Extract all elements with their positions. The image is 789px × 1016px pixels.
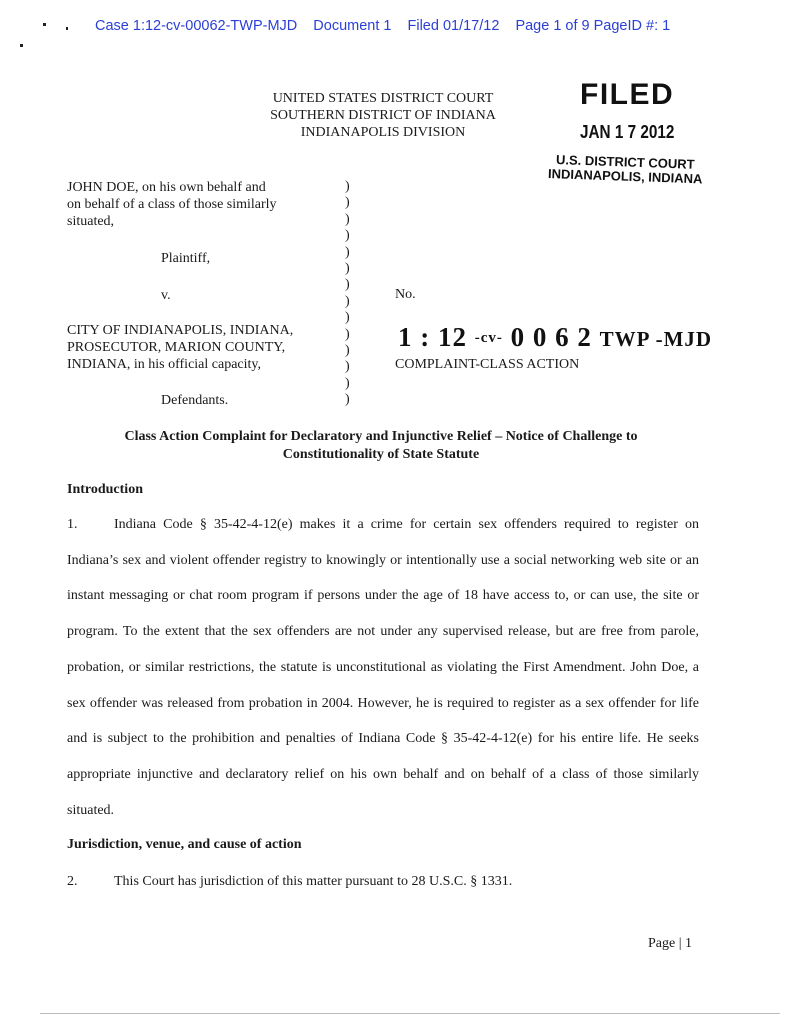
case-no-label: No. — [395, 287, 416, 302]
court-heading — [232, 90, 534, 141]
paragraph-2 — [67, 864, 699, 900]
page-number: Page | 1 — [648, 936, 693, 951]
case-type: COMPLAINT-CLASS ACTION — [395, 357, 580, 372]
plaintiff-line-2: on behalf of a class of those similarly — [67, 197, 277, 212]
caption-parenthesis-column: ) ) ) ) ) ) ) ) ) ) ) ) ) ) — [345, 179, 350, 408]
header-filed-date: Filed 01/17/12 — [407, 18, 500, 34]
filed-stamp-date: JAN 1 7 2012 — [580, 122, 675, 142]
court-line-3: INDIANAPOLIS DIVISION — [300, 125, 466, 140]
defendant-line-3: INDIANA, in his official capacity, — [67, 357, 261, 372]
document-title-line-2: Constitutionality of State Statute — [282, 447, 480, 462]
document-title-line-1: Class Action Complaint for Declaratory and Injunctive Relief – Notice of Challenge to — [124, 429, 638, 444]
header-document: Document 1 — [313, 18, 392, 34]
scan-speck — [66, 27, 68, 30]
case-number-seq: 0 0 6 2 — [510, 322, 592, 352]
header-case-number: Case 1:12-cv-00062-TWP-MJD — [95, 18, 298, 34]
case-number-year: 1 : 12 — [398, 322, 467, 352]
court-line-2: SOUTHERN DISTRICT OF INDIANA — [270, 108, 496, 123]
section-heading-jurisdiction: Jurisdiction, venue, and cause of action — [67, 837, 302, 852]
filed-stamp-city: INDIANAPOLIS, INDIANA — [547, 166, 703, 187]
defendant-line-1: CITY OF INDIANAPOLIS, INDIANA, — [67, 323, 294, 338]
case-header — [95, 18, 682, 34]
case-number-judges: TWP -MJD — [599, 327, 713, 351]
scan-edge-line — [40, 1013, 780, 1014]
filed-stamp-title: FILED — [580, 78, 675, 111]
court-line-1: UNITED STATES DISTRICT COURT — [272, 91, 494, 106]
plaintiff-line-3: situated, — [67, 214, 115, 229]
paragraph-2-number: 2. — [67, 874, 78, 889]
plaintiff-label: Plaintiff, — [161, 251, 211, 266]
paragraph-2-text: This Court has jurisdiction of this matter pursuant to 28 U.S.C. § 1331. — [114, 874, 513, 889]
case-number-stamp — [398, 322, 712, 353]
paragraph-1-number: 1. — [67, 517, 78, 532]
header-page-info: Page 1 of 9 PageID #: 1 — [515, 18, 671, 34]
scan-speck — [43, 23, 46, 26]
paragraph-1-text: Indiana Code § 35-42-4-12(e) makes it a crime for certain sex offenders required to register on Indiana’s sex and violent offender registry to knowingly or intentionally use a social networking web site or an instant messaging or chat room program if persons under the age of 18 have access to, or can use, the site or program. To the extent that the sex offenders are not under any supervised release, but are free from parole, probation, or similar restrictions, the statute is unconstitutional as violating the First Amendment. John Doe, a sex offender was released from probation in 2004. However, he is required to register as a sex offender for life and is subject to the prohibition and penalties of Indiana Code § 35-42-4-12(e) for his entire life. He seeks appropriate injunctive and declaratory relief on his own behalf and on behalf of a class of those similarly situated. — [67, 517, 699, 818]
versus-label: v. — [161, 288, 171, 303]
document-title — [70, 428, 692, 464]
section-heading-introduction: Introduction — [67, 482, 143, 497]
case-number-type: -cv- — [474, 330, 503, 346]
defendant-line-2: PROSECUTOR, MARION COUNTY, — [67, 340, 286, 355]
filed-stamp-court: U.S. DISTRICT COURT — [555, 152, 695, 172]
paragraph-1 — [67, 507, 699, 828]
defendant-label: Defendants. — [161, 393, 229, 408]
scan-speck — [20, 44, 23, 47]
plaintiff-line-1: JOHN DOE, on his own behalf and — [67, 180, 266, 195]
